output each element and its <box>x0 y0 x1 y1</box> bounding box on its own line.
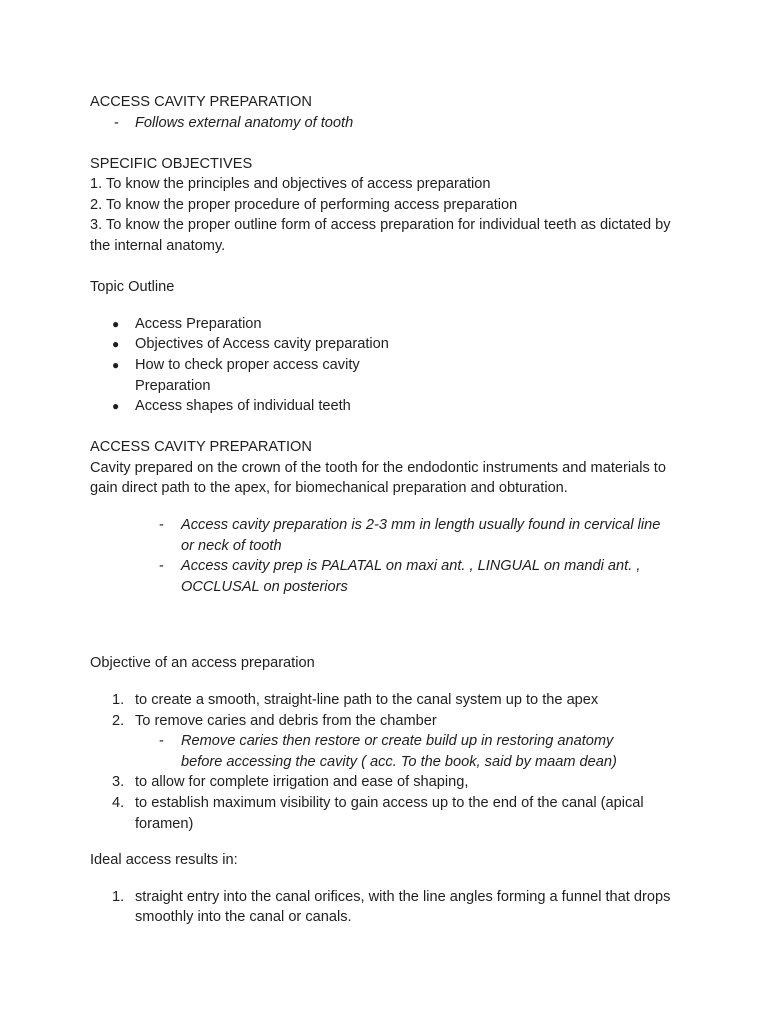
note-text: Access cavity prep is PALATAL on maxi ant. , LINGUAL on mandi ant. , OCCLUSAL on posteriors <box>181 558 641 595</box>
list-item-note <box>90 731 641 772</box>
list-item-text: How to check proper access cavity Preparation <box>135 356 360 394</box>
list-item-text: Access Preparation <box>135 315 262 332</box>
note-text: Access cavity preparation is 2-3 mm in length usually found in cervical line or neck of tooth <box>181 517 661 554</box>
definition-paragraph: Cavity prepared on the crown of the tooth for the endodontic instruments and materials to gain direct path to the apex, for biomechanical preparation and obturation. <box>90 459 666 497</box>
objectives-heading: SPECIFIC OBJECTIVES <box>90 155 253 172</box>
heading-note <box>90 113 680 134</box>
dash-marker: - <box>159 558 164 575</box>
section-heading-access-cavity: ACCESS CAVITY PREPARATION <box>90 94 312 110</box>
list-item <box>90 887 680 928</box>
ideal-access-heading: Ideal access results in: <box>90 852 238 869</box>
document-page <box>90 92 680 928</box>
bullet-marker: ● <box>112 337 120 352</box>
list-item-text: Access shapes of individual teeth <box>135 398 351 415</box>
list-number: 1. <box>112 691 125 708</box>
list-item <box>90 711 680 732</box>
list-item <box>90 396 680 417</box>
objective-line-2: 2. To know the proper procedure of performing access preparation <box>90 196 518 213</box>
list-item-text: to allow for complete irrigation and ease of shaping, <box>135 774 469 791</box>
list-item-text: straight entry into the canal orifices, with the line angles forming a funnel that drops smoothly into the canal or canals. <box>135 888 671 926</box>
list-number: 2. <box>112 712 125 729</box>
objective-line-3: 3. To know the proper outline form of access preparation for individual teeth as dictated by the internal anatomy. <box>90 217 671 255</box>
list-item <box>90 515 671 556</box>
list-item <box>90 314 680 335</box>
objective-line-1: 1. To know the principles and objectives of access preparation <box>90 176 491 193</box>
ideal-access-list <box>90 887 680 928</box>
section-heading-access-cavity-2: ACCESS CAVITY PREPARATION <box>90 439 312 456</box>
note-text: Remove caries then restore or create build up in restoring anatomy before accessing the cavity ( acc. To the book, said by maam dean) <box>181 733 617 770</box>
heading-note-text: Follows external anatomy of tooth <box>135 114 354 131</box>
list-item <box>90 793 680 834</box>
list-item-text: Objectives of Access cavity preparation <box>135 336 389 353</box>
bullet-marker: ● <box>112 357 120 372</box>
list-item-text: To remove caries and debris from the chamber <box>135 712 437 729</box>
list-item <box>90 355 425 396</box>
dash-marker: - <box>159 517 164 533</box>
bullet-marker: ● <box>112 316 120 331</box>
definition-notes <box>90 515 680 597</box>
list-number: 1. <box>112 888 125 905</box>
list-number: 4. <box>112 794 125 811</box>
list-item <box>90 556 671 597</box>
topic-outline-heading: Topic Outline <box>90 279 175 296</box>
list-item-text: to create a smooth, straight-line path to the canal system up to the apex <box>135 691 599 708</box>
list-item <box>90 690 680 711</box>
dash-marker: - <box>114 114 119 131</box>
list-item <box>90 772 680 793</box>
topic-outline-list <box>90 314 680 417</box>
list-item-text: to establish maximum visibility to gain access up to the end of the canal (apical foramen) <box>135 794 644 832</box>
dash-marker: - <box>159 733 164 750</box>
list-item <box>90 334 680 355</box>
objective-list <box>90 690 680 834</box>
objective-heading: Objective of an access preparation <box>90 655 315 672</box>
bullet-marker: ● <box>112 399 120 414</box>
list-number: 3. <box>112 774 125 791</box>
